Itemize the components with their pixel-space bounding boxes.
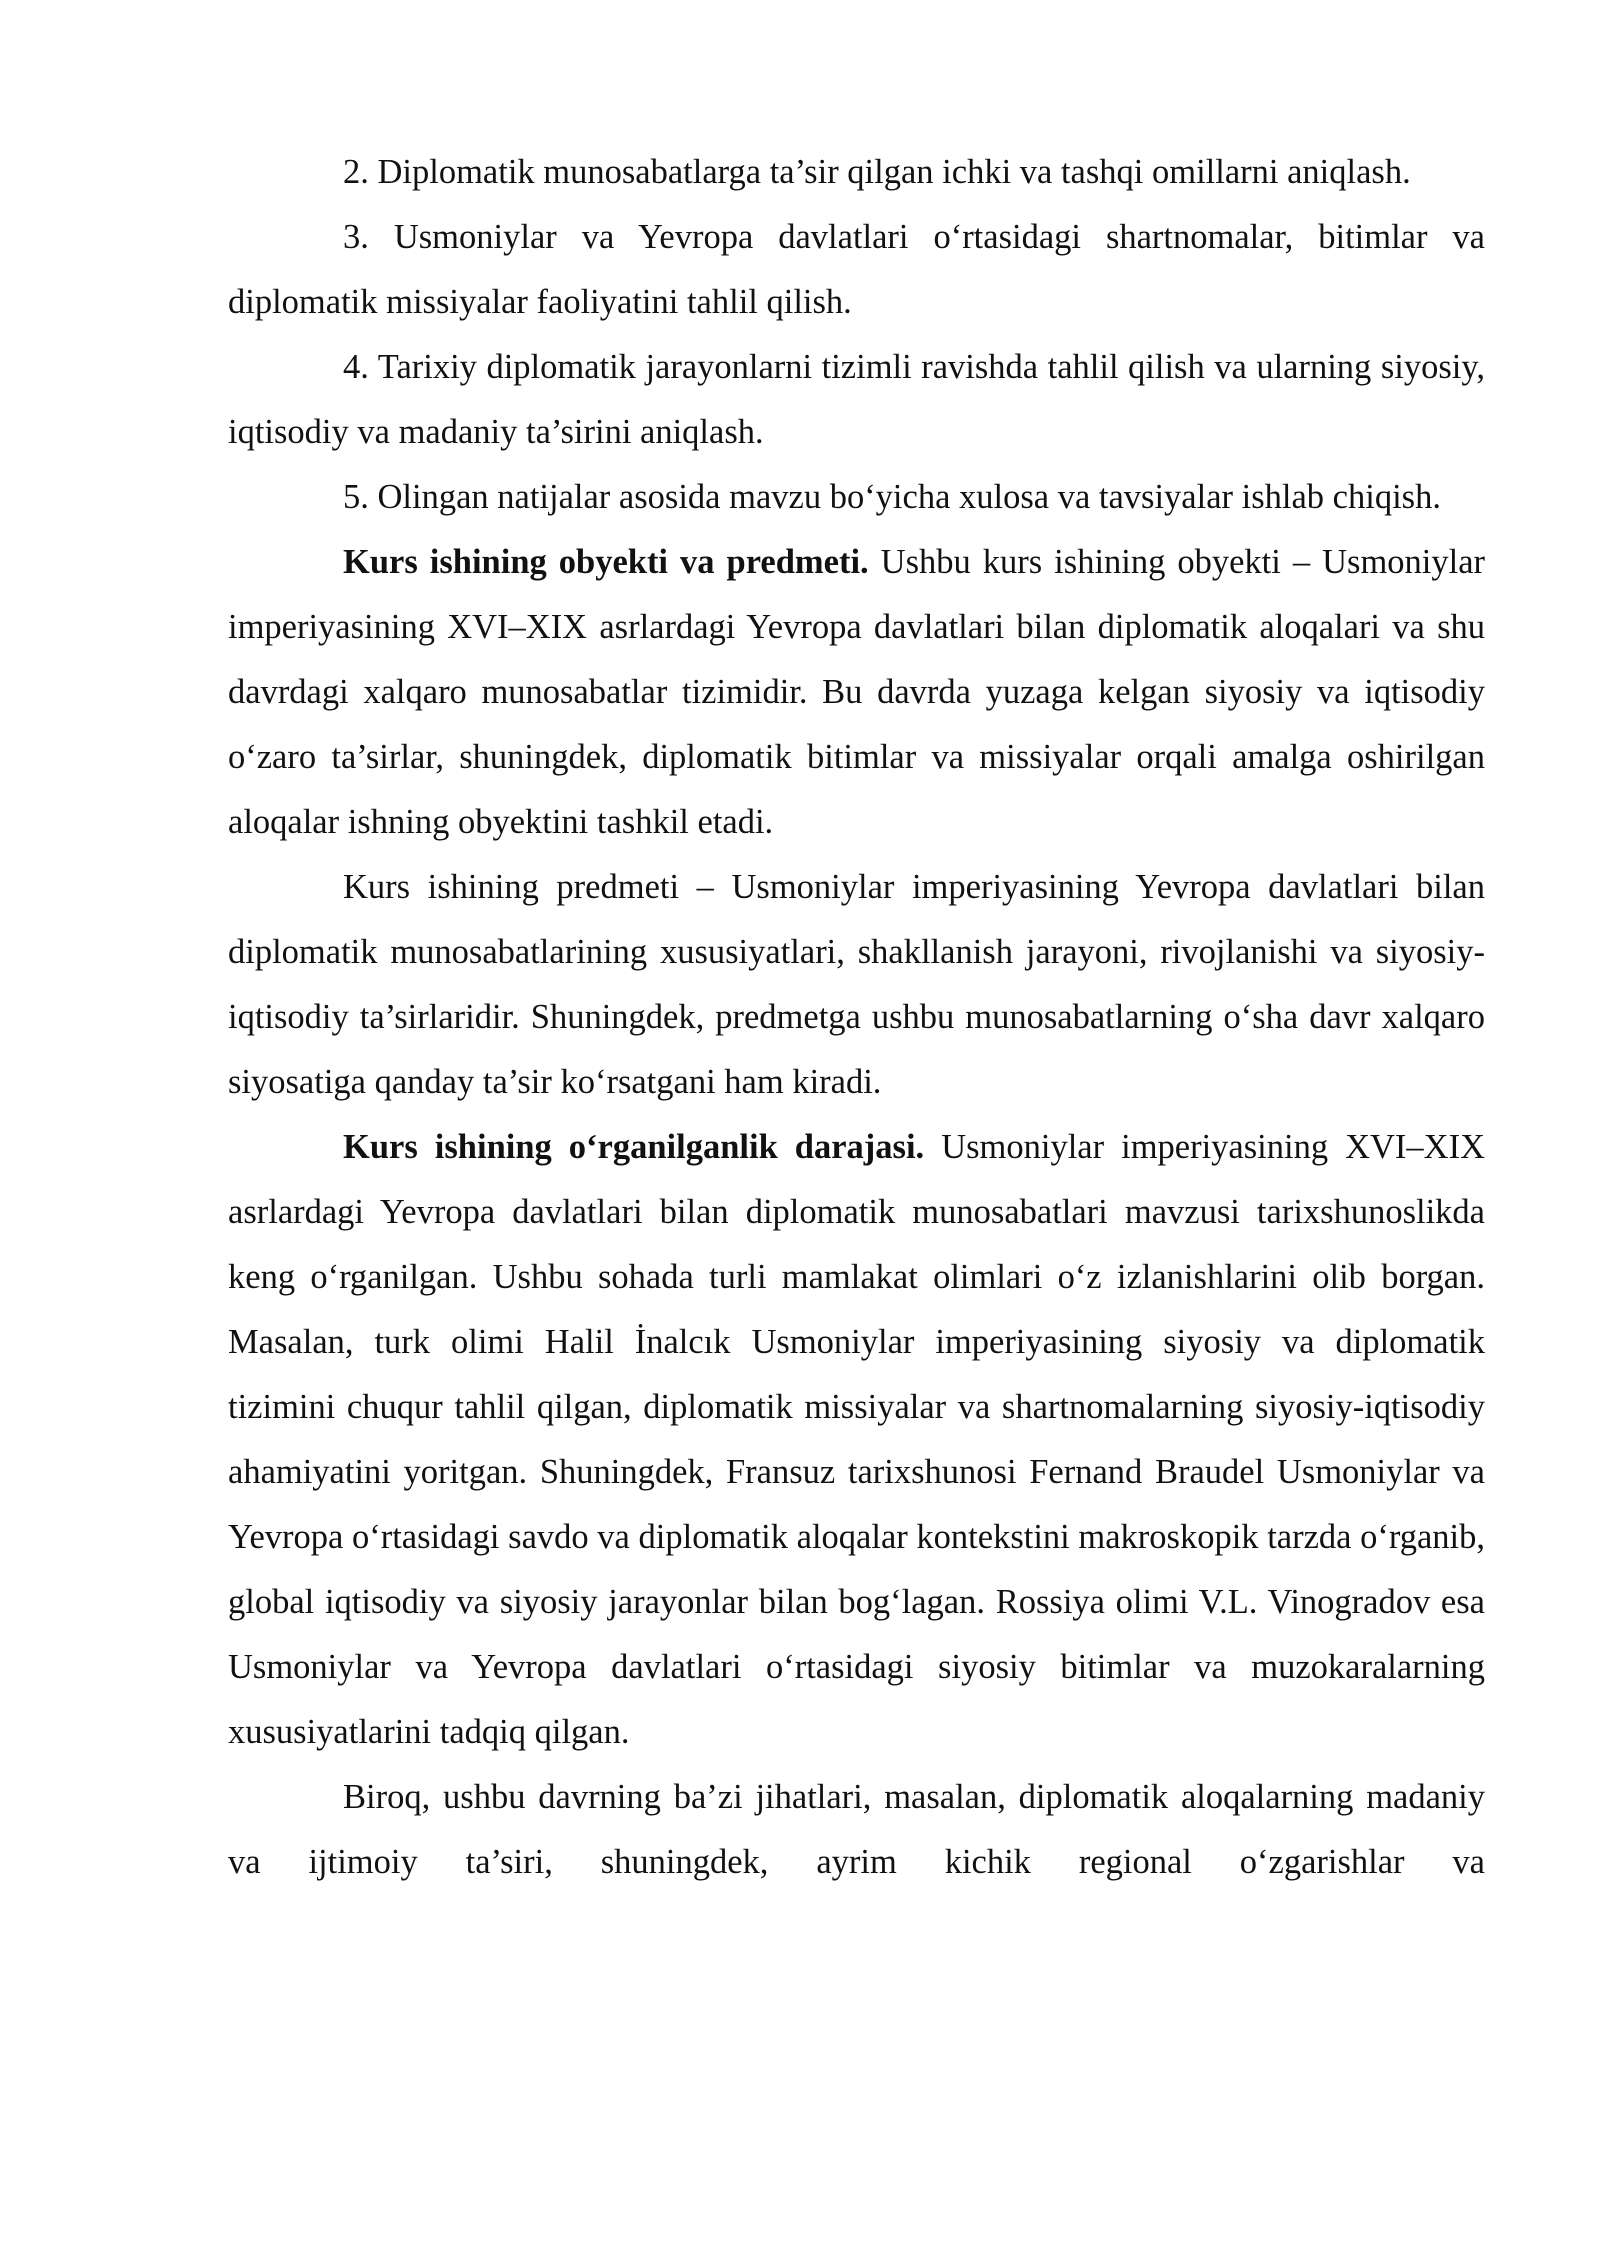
list-item-3 [228,205,1485,335]
list-item-number: 3. [343,218,369,256]
study-paragraph [228,1115,1485,1765]
list-item-text: Diplomatik munosabatlarga ta’sir qilgan ichki va tashqi omillarni aniqlash. [377,153,1411,191]
list-item-number: 2. [343,153,369,191]
list-item-2 [228,140,1485,205]
document-page [228,140,1485,1895]
object-heading: Kurs ishining obyekti va predmeti. [343,543,869,581]
final-paragraph: Biroq, ushbu davrning ba’zi jihatlari, masalan, diplomatik aloqalarning madaniy va ijtimoiy ta’siri, shuningdek, ayrim kichik regional o‘zgarishlar va [228,1778,1485,1881]
list-item-text: Tarixiy diplomatik jarayonlarni tizimli ravishda tahlil qilish va ularning siyosiy, iqtisodiy va madaniy ta’sirini aniqlash. [228,348,1485,451]
list-item-text: Olingan natijalar asosida mavzu bo‘yicha xulosa va tavsiyalar ishlab chiqish. [377,478,1441,516]
object-paragraph [228,530,1485,855]
list-item-5 [228,465,1485,530]
object-text: Ushbu kurs ishining obyekti – Usmoniylar imperiyasining XVI–XIX asrlardagi Yevropa davlatlari bilan diplomatik aloqalari va shu davrdagi xalqaro munosabatlar tizimidir. Bu davrda yuzaga kelgan siyosiy va iqtisodiy o‘zaro ta’sirlar, shuningdek, diplomatik bitimlar va missiyalar orqali amalga oshirilgan aloqalar ishning obyektini tashkil etadi. [228,543,1485,841]
subject-paragraph: Kurs ishining predmeti – Usmoniylar imperiyasining Yevropa davlatlari bilan diplomatik munosabatlarining xususiyatlari, shakllanish jarayoni, rivojlanishi va siyosiy-iqtisodiy ta’sirlaridir. Shuningdek, predmetga ushbu munosabatlarning o‘sha davr xalqaro siyosatiga qanday ta’sir ko‘rsatgani ham kiradi. [228,868,1485,1101]
list-item-4 [228,335,1485,465]
list-item-number: 5. [343,478,369,516]
list-item-number: 4. [343,348,369,386]
study-text: Usmoniylar imperiyasining XVI–XIX asrlardagi Yevropa davlatlari bilan diplomatik munosabatlari mavzusi tarixshunoslikda keng o‘rganilgan. Ushbu sohada turli mamlakat olimlari o‘z izlanishlarini olib borgan. Masalan, turk olimi Halil İnalcık Usmoniylar imperiyasining siyosiy va diplomatik tizimini chuqur tahlil qilgan, diplomatik missiyalar va shartnomalarning siyosiy-iqtisodiy ahamiyatini yoritgan. Shuningdek, Fransuz tarixshunosi Fernand Braudel Usmoniylar va Yevropa o‘rtasidagi savdo va diplomatik aloqalar kontekstini makroskopik tarzda o‘rganib, global iqtisodiy va siyosiy jarayonlar bilan bog‘lagan. Rossiya olimi V.L. Vinogradov esa Usmoniylar va Yevropa davlatlari o‘rtasidagi siyosiy bitimlar va muzokaralarning xususiyatlarini tadqiq qilgan. [228,1128,1485,1751]
study-heading: Kurs ishining o‘rganilganlik darajasi. [343,1128,925,1166]
list-item-text: Usmoniylar va Yevropa davlatlari o‘rtasidagi shartnomalar, bitimlar va diplomatik missiyalar faoliyatini tahlil qilish. [228,218,1485,321]
